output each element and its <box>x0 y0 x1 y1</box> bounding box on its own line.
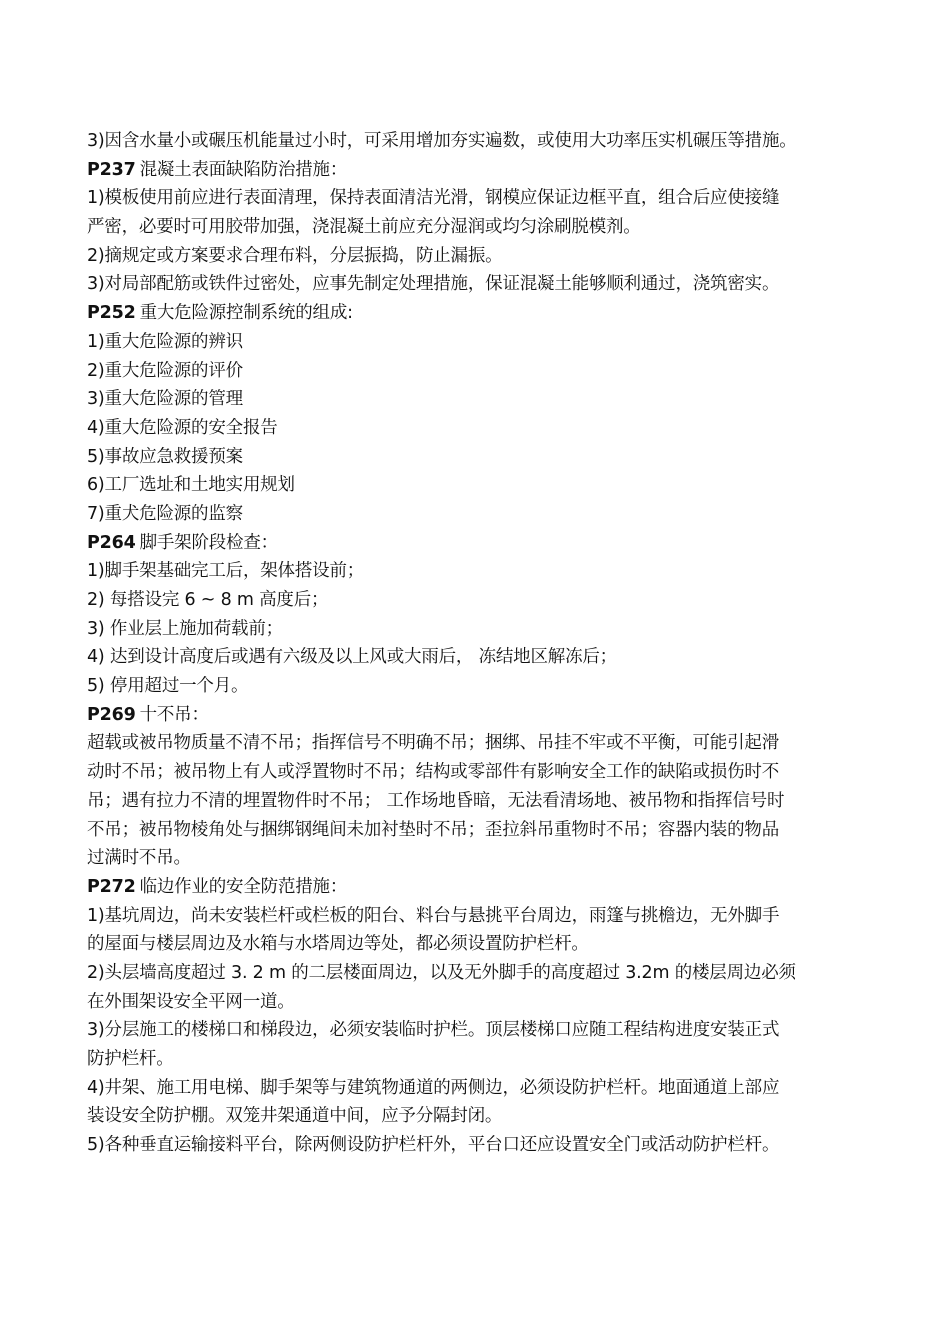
body-text-line: 1)模板使用前应进行表面清理，保持表面清洁光滑，钢模应保证边框平直，组合后应使接缝 <box>87 188 780 209</box>
body-text-line: 1)基坑周边，尚未安装栏杆或栏板的阳台、料台与悬挑平台周边，雨篷与挑檐边，无外脚手 <box>87 905 780 926</box>
body-text-line: 3)因含水量小或碾压机能量过小时，可采用增加夯实遍数，或使用大功率压实机碾压等措施。 <box>87 131 797 151</box>
page-reference-code: P252 <box>87 303 136 324</box>
body-text-line: 不吊；被吊物棱角处与捆绑钢绳间未加衬垫时不吊；歪拉斜吊重物时不吊；容器内装的物品 <box>87 819 779 840</box>
section-heading-text: 脚手架阶段检查： <box>139 532 278 553</box>
body-text-line: 5)各种垂直运输接料平台，除两侧设防护栏杆外，平台口还应设置安全门或活动防护栏杆。 <box>87 1135 780 1156</box>
page-reference-code: P272 <box>87 876 136 897</box>
body-text-line: 2) 每搭设完 6 ~ 8 m 高度后； <box>87 590 329 610</box>
section-heading <box>87 299 877 328</box>
page-reference-code: P237 <box>87 159 136 180</box>
section-heading-text: 重大危险源控制系统的组成: <box>139 303 353 324</box>
section-heading-text: 临边作业的安全防范措施： <box>139 876 348 897</box>
section-heading <box>87 156 877 185</box>
body-text-line: 过满时不吊。 <box>87 848 191 869</box>
page-reference-code: P269 <box>87 704 136 725</box>
body-text-line: 在外围架设安全平网一道。 <box>87 991 295 1012</box>
section-heading-text: 十不吊： <box>139 704 209 725</box>
body-text-line: 7)重犬危险源的监察 <box>87 503 243 524</box>
section-heading <box>87 873 877 902</box>
body-text-line: 4)重大危险源的安全报告 <box>87 417 278 438</box>
body-text-line: 4)井架、施工用电梯、脚手架等与建筑物通道的两侧边，必须设防护栏杆。地面通道上部应 <box>87 1077 780 1098</box>
body-text-line: 1)重大危险源的辨识 <box>87 331 243 352</box>
body-text-line: 5) 停用超过一个月。 <box>87 676 249 697</box>
body-text-line: 3)分层施工的楼梯口和梯段边，必须安装临时护栏。顶层楼梯口应随工程结构进度安装正式 <box>87 1020 780 1041</box>
body-text-line: 1)脚手架基础完工后，架体搭设前； <box>87 561 365 582</box>
body-text-line: 5)事故应急救援预案 <box>87 446 243 467</box>
body-text-line: 2)重大危险源的评价 <box>87 360 243 381</box>
body-text-line: 超载或被吊物质量不清不吊；指挥信号不明确不吊；捆绑、吊挂不牢或不平衡，可能引起滑 <box>87 733 779 754</box>
body-text-line: 6)工厂选址和土地实用规划 <box>87 475 295 496</box>
document-page <box>87 127 877 1160</box>
body-text-line: 严密，必要时可用胶带加强，浇混凝土前应充分湿润或均匀涂刷脱模剂。 <box>87 217 641 238</box>
body-text-line: 2)摘规定或方案要求合理布料，分层振捣，防止漏振。 <box>87 245 503 266</box>
body-text-line: 吊；遇有拉力不清的埋置物件时不吊； 工作场地昏暗，无法看清场地、被吊物和指挥信号时 <box>87 790 785 811</box>
body-text-line: 装设安全防护棚。双笼井架通道中间，应予分隔封闭。 <box>87 1106 503 1127</box>
body-text-line: 的屋面与楼层周边及水箱与水塔周边等处，都必须设置防护栏杆。 <box>87 934 589 955</box>
section-heading <box>87 529 877 558</box>
body-text-line: 3) 作业层上施加荷载前； <box>87 618 283 639</box>
body-text-line: 动时不吊；被吊物上有人或浮置物时不吊；结构或零部件有影响安全工作的缺陷或损伤时不 <box>87 762 779 783</box>
body-text-line: 4) 达到设计高度后或遇有六级及以上风或大雨后， 冻结地区解冻后； <box>87 647 617 668</box>
page-reference-code: P264 <box>87 532 136 553</box>
section-heading <box>87 701 877 730</box>
body-text-line: 3)对局部配筋或铁件过密处，应事先制定处理措施，保证混凝土能够顺利通过，浇筑密实。 <box>87 274 780 295</box>
body-text-line: 防护栏杆。 <box>87 1049 174 1069</box>
body-text-line: 2)头层墙高度超过 3. 2 m 的二层楼面周边，以及无外脚手的高度超过 3.2m 的楼层周边必须 <box>87 962 796 983</box>
body-text-line: 3)重大危险源的管理 <box>87 389 243 410</box>
section-heading-text: 混凝土表面缺陷防治措施： <box>139 159 348 180</box>
